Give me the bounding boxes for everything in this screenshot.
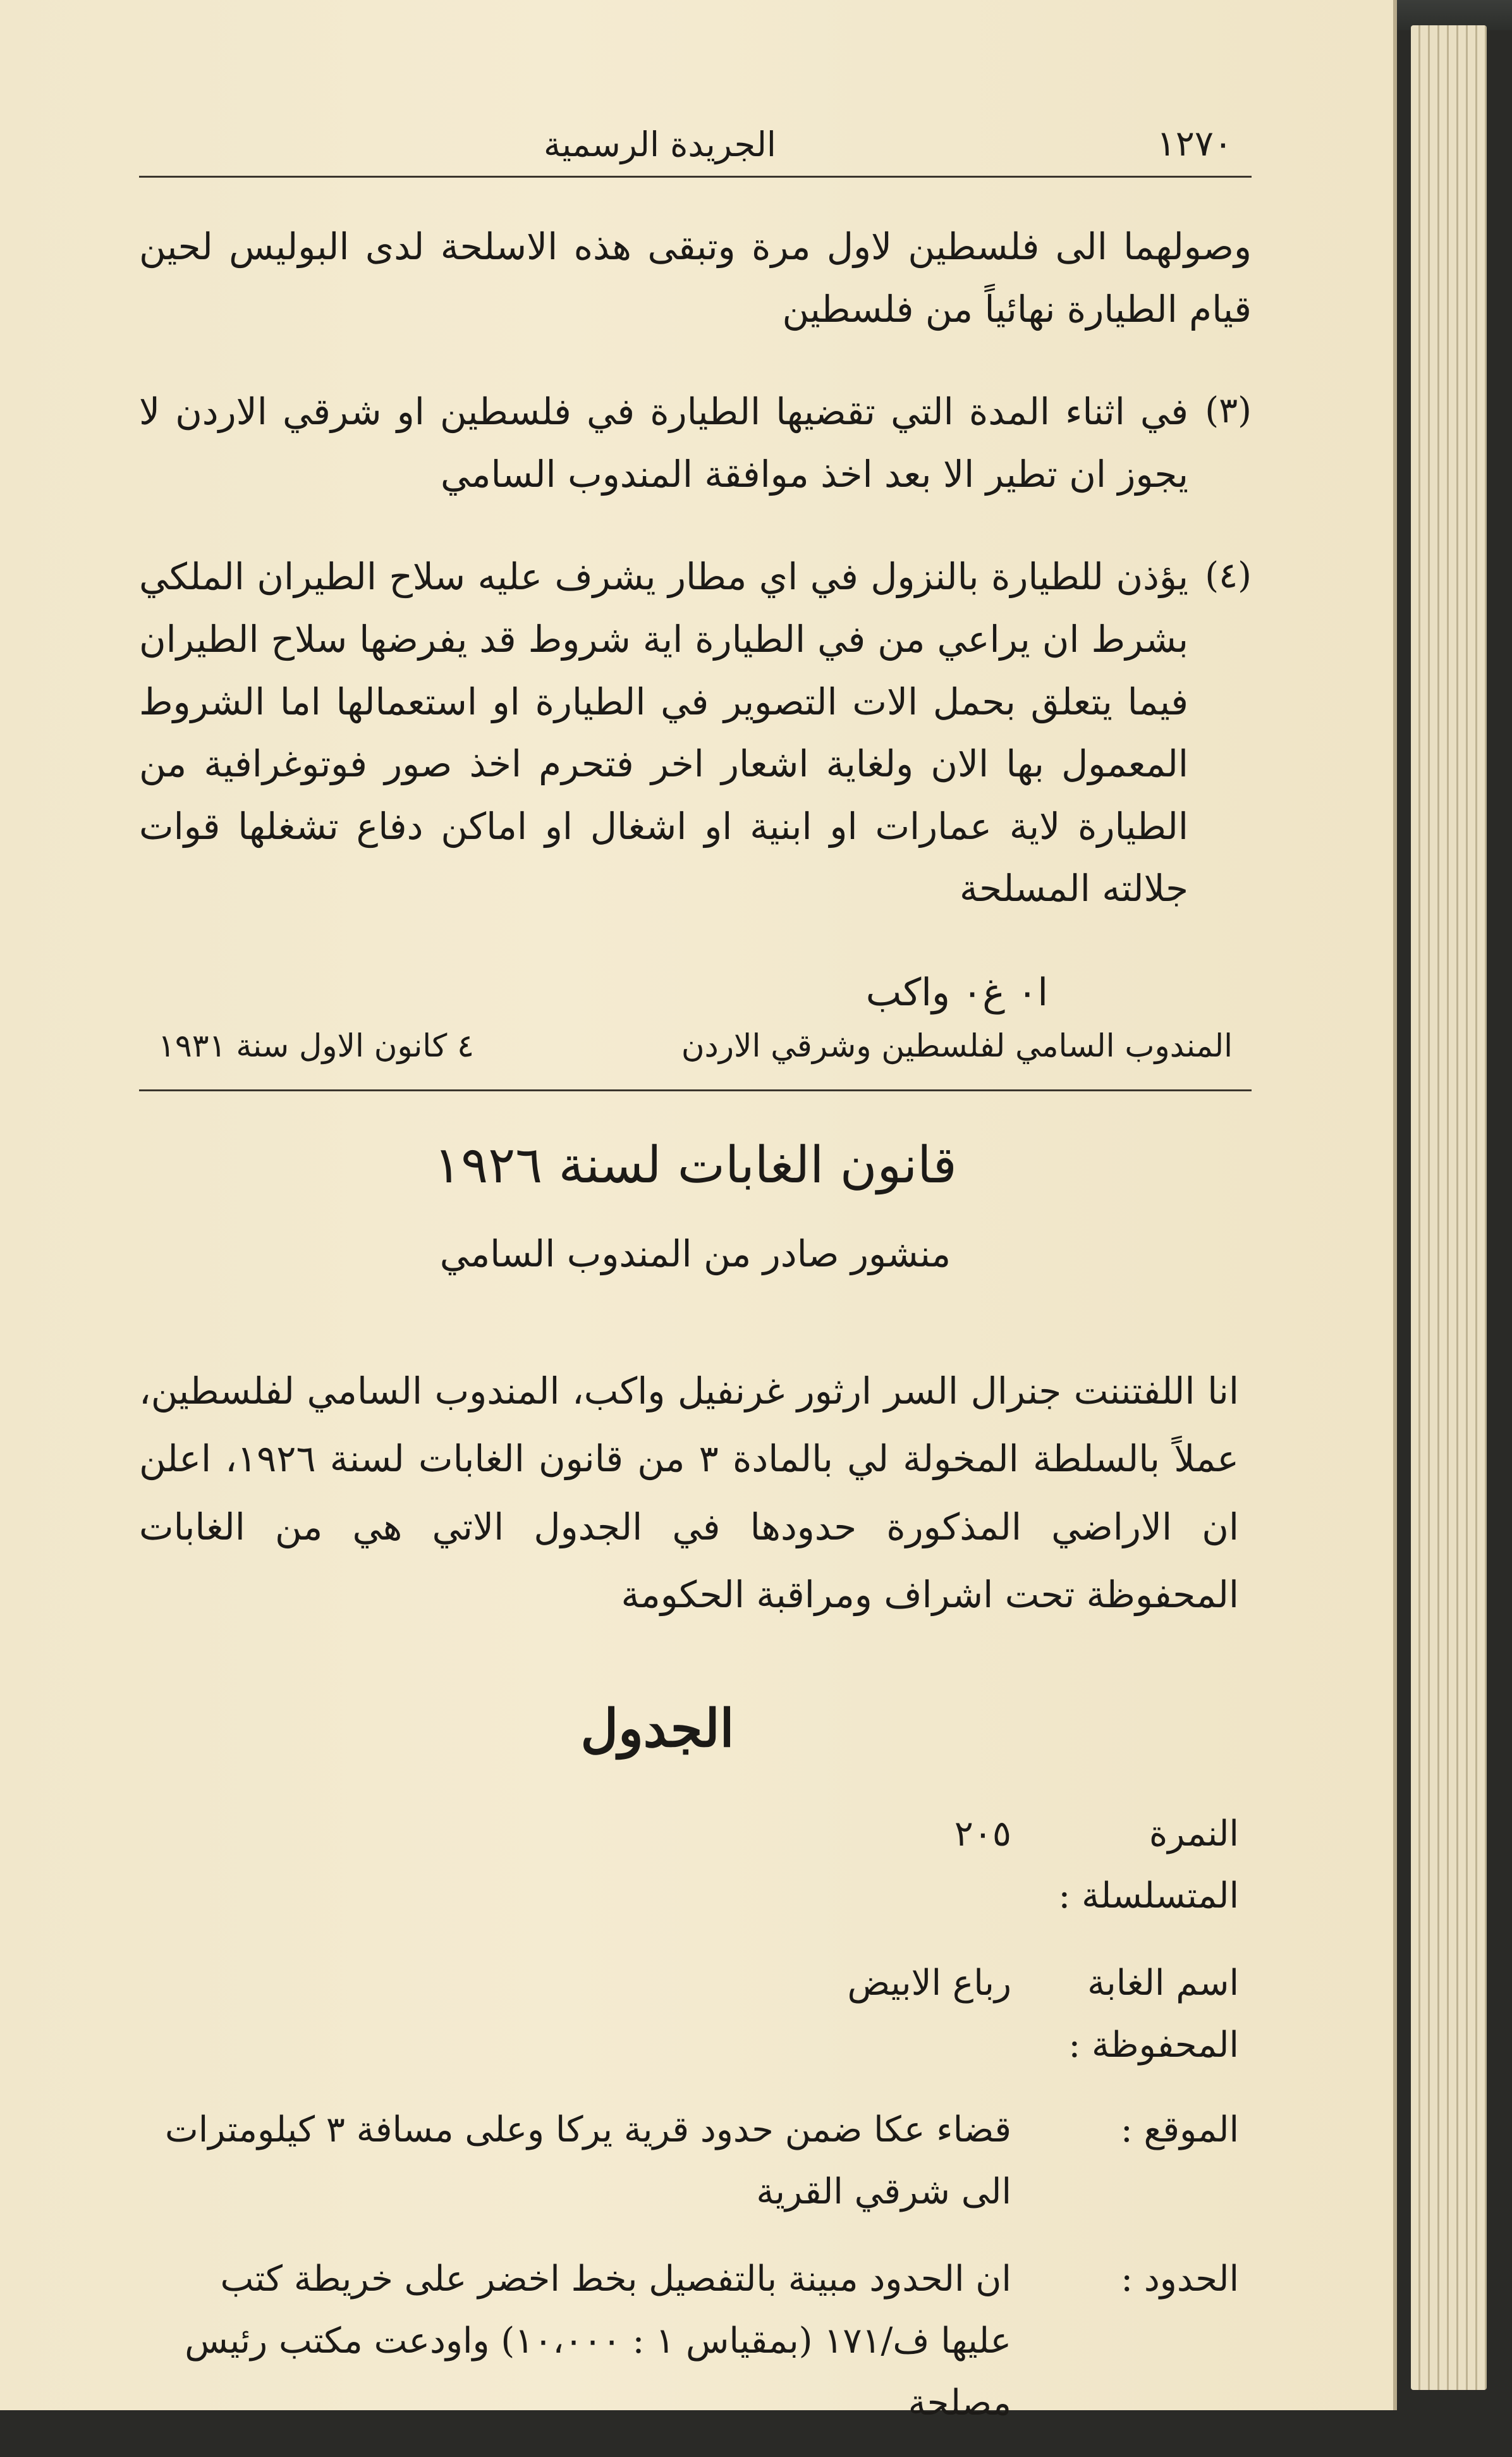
page-header (139, 89, 1252, 176)
clause-number: (٣) (1205, 390, 1252, 432)
signature-date: ٤ كانون الاول سنة ١٩٣١ (158, 1027, 475, 1064)
schedule-heading: الجدول (580, 1698, 735, 1760)
proclamation-body: انا اللفتننت جنرال السر ارثور غرنفيل واكب، المندوب السامي لفلسطين، عملاً بالسلطة المخولة لي بالمادة ٣ من قانون الغابات لسنة ١٩٢٦، اعلن ان الاراضي المذكورة حدودها في الجدول الاتي هي من الغابات المحفوظة تحت اشراف ومراقبة الحكومة (139, 1369, 1239, 1616)
section-divider (139, 1089, 1252, 1091)
page-number: ١٢٧٠ (1156, 123, 1233, 164)
schedule-row-forest-name (139, 1952, 1239, 2076)
page-edges (1411, 25, 1487, 2390)
clause-4 (139, 546, 1252, 920)
gazette-title: الجريدة الرسمية (544, 125, 776, 164)
schedule-label: النمرة المتسلسلة : (1058, 1813, 1239, 1917)
schedule-table (139, 1803, 1252, 2434)
schedule-row-boundaries (139, 2248, 1239, 2434)
header-rule (139, 176, 1252, 178)
schedule-row-serial (139, 1803, 1239, 1927)
schedule-label: الحدود : (1121, 2258, 1239, 2300)
proclamation-subtitle: منشور صادر من المندوب السامي (439, 1232, 951, 1275)
clause-text: في اثناء المدة التي تقضيها الطيارة في فلسطين او شرقي الاردن لا يجوز ان تطير الا بعد اخذ موافقة المندوب السامي (139, 390, 1188, 496)
schedule-label: الموقع : (1120, 2109, 1239, 2151)
clause-3 (139, 381, 1252, 505)
signer-title: المندوب السامي لفلسطين وشرقي الاردن (681, 1027, 1233, 1064)
law-title: قانون الغابات لسنة ١٩٢٦ (434, 1135, 957, 1194)
schedule-value: ٢٠٥ (954, 1813, 1011, 1855)
clause-number: (٤) (1205, 555, 1252, 597)
schedule-row-location (139, 2099, 1239, 2223)
schedule-value: رباع الابيض (847, 1963, 1011, 2004)
signer-block (681, 971, 1233, 1064)
schedule-value: ان الحدود مبينة بالتفصيل بخط اخضر على خريطة كتب عليها ف/١٧١ (بمقياس ١ : ١٠،٠٠٠) واودعت مكتب رئيس مصلحة (185, 2258, 1011, 2424)
signature-block (139, 971, 1252, 1064)
intro-paragraph: وصولهما الى فلسطين لاول مرة وتبقى هذه الاسلحة لدى البوليس لحين قيام الطيارة نهائياً من فلسطين (139, 225, 1252, 331)
schedule-label: اسم الغابة المحفوظة : (1068, 1963, 1239, 2066)
page-content (139, 89, 1252, 2457)
clause-text: يؤذن للطيارة بالنزول في اي مطار يشرف عليه سلاح الطيران الملكي بشرط ان يراعي من في الطيارة اية شروط قد يفرضها سلاح الطيران فيما يتعلق بحمل الات التصوير في الطيارة او استعمالها اما الشروط المعمول بها الان ولغاية اشعار اخر فتحرم اخذ صور فوتوغرافية من الطيارة لاية عمارات او ابنية او اشغال او اماكن دفاع تشغلها قوات جلالته المسلحة (139, 555, 1188, 910)
schedule-value: قضاء عكا ضمن حدود قرية يركا وعلى مسافة ٣ كيلومترات الى شرقي القرية (164, 2109, 1011, 2213)
signer-name: ا٠ غ٠ واكب (865, 970, 1049, 1015)
